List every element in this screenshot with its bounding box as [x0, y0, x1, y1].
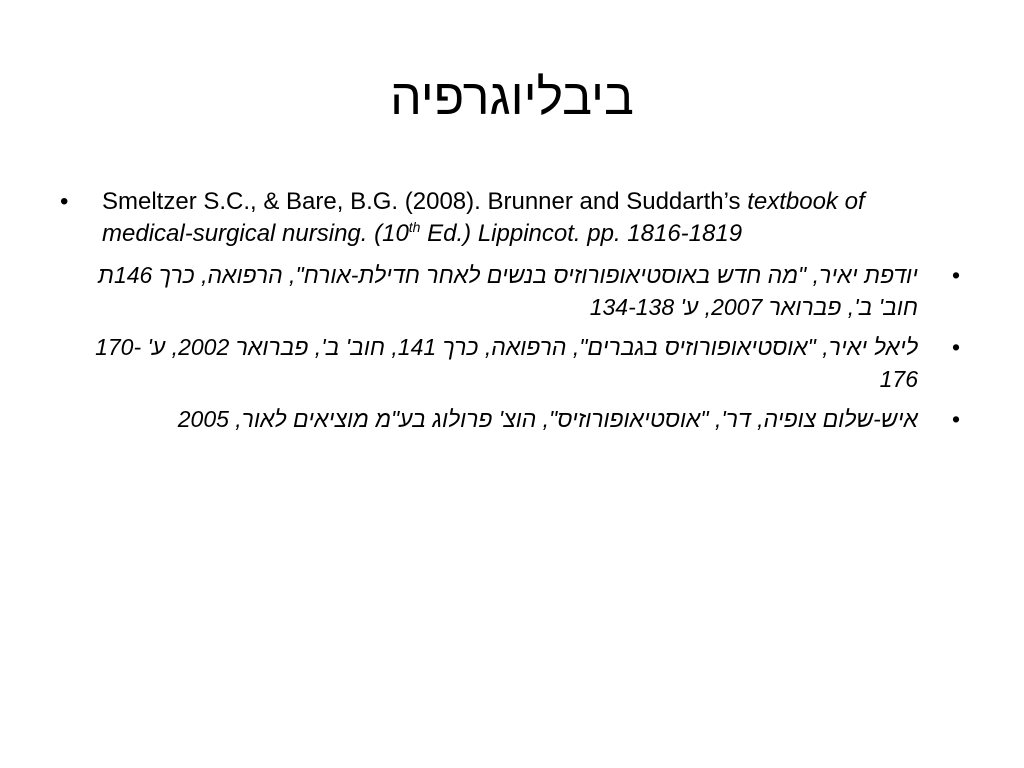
- entry-text: איש-שלום צופיה, דר', "אוסטיאופורוזיס", הוצ' פרולוג בע"מ מוציאים לאור, 2005: [177, 406, 918, 432]
- bullet-icon: •: [60, 188, 69, 215]
- bibliography-list: [60, 186, 960, 443]
- entry-text: ליאל יאיר, "אוסטיאופורוזיס בגברים", הרפואה, כרך 141, חוב' ב', פברואר 2002, ע' 170-176: [95, 334, 918, 392]
- bullet-icon: •: [951, 334, 960, 360]
- slide-title: ביבליוגרפיה: [390, 69, 634, 125]
- entry-text: יודפת יאיר, "מה חדש באוסטיאופורוזיס בנשים לאחר חדילת-אורח", הרפואה, כרך 146ת חוב' ב', פברואר 2007, ע' 134-138: [98, 262, 918, 320]
- entry-publication-details: Ed.) Lippincot. pp. 1816-1819: [420, 220, 743, 247]
- entry-book-title: textbook of medical-surgical nursing. (10: [102, 188, 865, 247]
- entry-edition-superscript: th: [408, 219, 421, 235]
- entry-authors: Smeltzer S.C., & Bare, B.G. (2008). Brunner and Suddarth’s: [102, 188, 741, 215]
- bibliography-item-english: [60, 186, 960, 250]
- bibliography-item-hebrew-1: [60, 259, 960, 323]
- bibliography-item-hebrew-3: [60, 403, 960, 435]
- bullet-icon: •: [951, 262, 960, 288]
- bibliography-item-hebrew-2: [60, 331, 960, 395]
- bullet-icon: •: [951, 406, 960, 432]
